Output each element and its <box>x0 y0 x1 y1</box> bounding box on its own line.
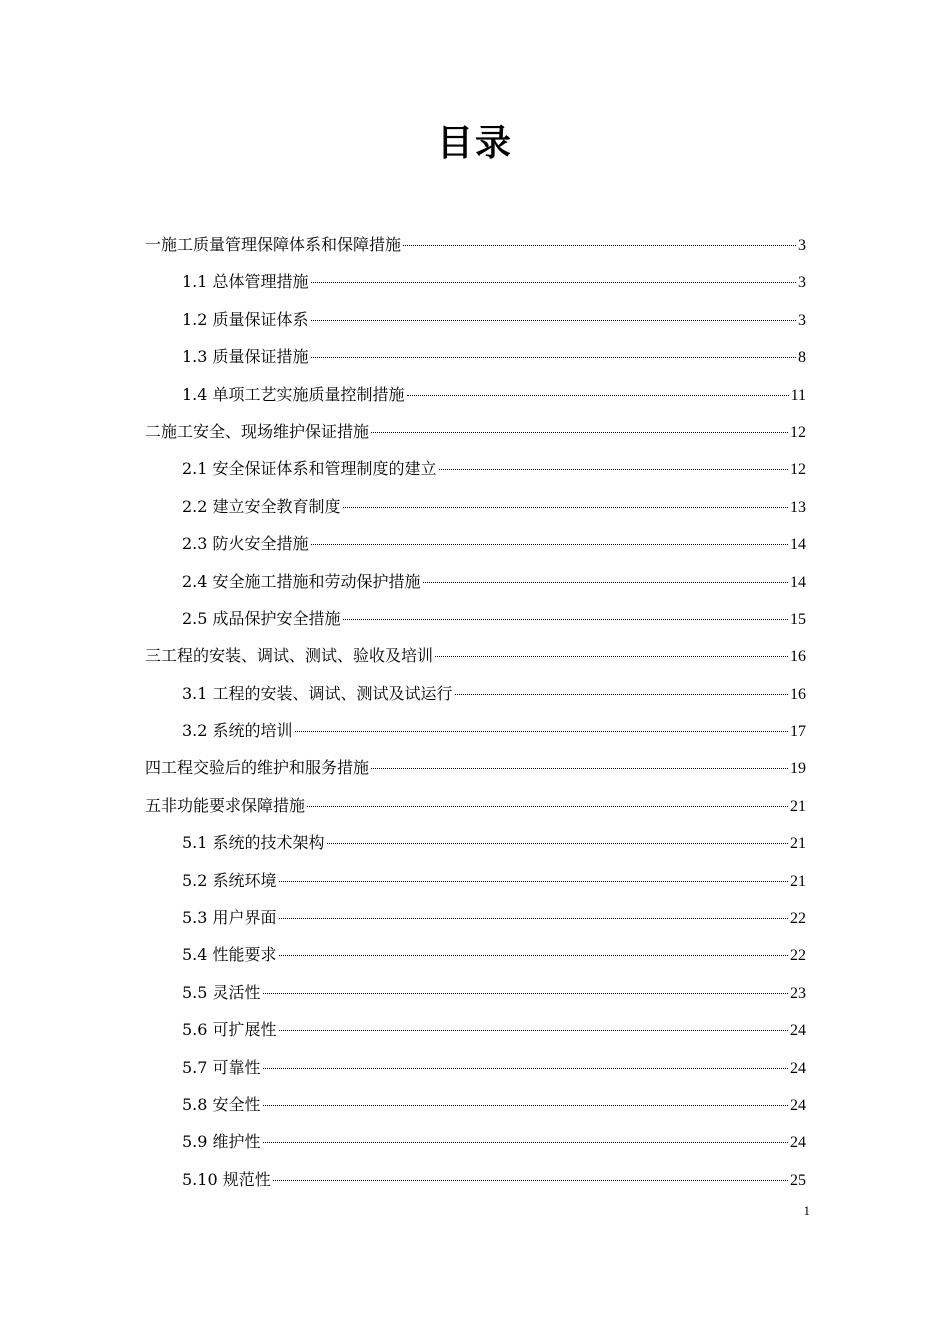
toc-dot-leader <box>263 1068 788 1069</box>
toc-entry-text: 2.1 安全保证体系和管理制度的建立 <box>182 459 437 479</box>
toc-entry-page: 23 <box>790 984 806 1002</box>
toc-entry[interactable] <box>145 263 806 300</box>
toc-dot-leader <box>311 282 796 283</box>
toc-dot-leader <box>439 469 788 470</box>
toc-entry[interactable] <box>145 712 806 749</box>
toc-dot-leader <box>311 320 796 321</box>
toc-entry[interactable] <box>145 862 806 899</box>
toc-entry-page: 16 <box>790 685 806 703</box>
toc-dot-leader <box>307 806 788 807</box>
toc-entry[interactable] <box>145 787 806 824</box>
toc-entry[interactable] <box>145 488 806 525</box>
toc-entry[interactable] <box>145 974 806 1011</box>
toc-entry-page: 22 <box>790 910 806 928</box>
toc-entry[interactable] <box>145 824 806 861</box>
toc-entry-text: 2.2 建立安全教育制度 <box>182 496 341 516</box>
toc-dot-leader <box>435 656 788 657</box>
toc-entry-text: 5.5 灵活性 <box>182 982 261 1002</box>
toc-entry-text: 四工程交验后的维护和服务措施 <box>145 758 370 778</box>
toc-entry-text: 2.4 安全施工措施和劳动保护措施 <box>182 571 421 591</box>
toc-dot-leader <box>273 1180 788 1181</box>
toc-dot-leader <box>263 993 788 994</box>
toc-dot-leader <box>279 1030 788 1031</box>
toc-entry-text: 5.2 系统环境 <box>182 870 277 890</box>
toc-entry[interactable] <box>145 675 806 712</box>
toc-entry-text: 五非功能要求保障措施 <box>145 795 306 815</box>
toc-entry-page: 24 <box>790 1096 806 1114</box>
toc-dot-leader <box>279 881 788 882</box>
toc-entry-text: 5.3 用户界面 <box>182 908 277 928</box>
toc-entry-text: 5.8 安全性 <box>182 1094 261 1114</box>
toc-entry-page: 13 <box>790 498 806 516</box>
toc-entry-page: 14 <box>790 573 806 591</box>
table-of-contents <box>145 226 806 1198</box>
toc-entry[interactable] <box>145 1049 806 1086</box>
toc-dot-leader <box>263 1142 788 1143</box>
toc-entry-text: 2.5 成品保护安全措施 <box>182 608 341 628</box>
toc-entry-page: 19 <box>790 760 806 778</box>
toc-entry-text: 1.1 总体管理措施 <box>182 272 309 292</box>
page-number: 1 <box>803 1203 810 1218</box>
toc-entry-page: 3 <box>798 311 806 329</box>
toc-dot-leader <box>371 768 788 769</box>
toc-entry-text: 5.4 性能要求 <box>182 945 277 965</box>
toc-entry[interactable] <box>145 226 806 263</box>
toc-entry[interactable] <box>145 413 806 450</box>
toc-dot-leader <box>455 694 788 695</box>
toc-dot-leader <box>279 955 788 956</box>
toc-entry[interactable] <box>145 899 806 936</box>
toc-entry-page: 24 <box>790 1134 806 1152</box>
toc-entry-page: 12 <box>790 423 806 441</box>
toc-entry-page: 21 <box>790 797 806 815</box>
toc-dot-leader <box>403 245 796 246</box>
toc-entry[interactable] <box>145 749 806 786</box>
toc-entry-text: 1.2 质量保证体系 <box>182 309 309 329</box>
toc-entry-page: 11 <box>790 386 806 404</box>
toc-dot-leader <box>343 507 788 508</box>
toc-entry[interactable] <box>145 600 806 637</box>
toc-entry-page: 16 <box>790 648 806 666</box>
toc-dot-leader <box>311 357 796 358</box>
toc-entry-page: 8 <box>798 349 806 367</box>
toc-entry-page: 24 <box>790 1022 806 1040</box>
toc-entry-text: 5.9 维护性 <box>182 1132 261 1152</box>
toc-entry[interactable] <box>145 1086 806 1123</box>
toc-dot-leader <box>295 731 788 732</box>
toc-entry[interactable] <box>145 637 806 674</box>
toc-dot-leader <box>343 619 788 620</box>
toc-entry-text: 三工程的安装、调试、测试、验收及培训 <box>145 646 434 666</box>
toc-dot-leader <box>407 395 789 396</box>
toc-entry-page: 25 <box>790 1171 806 1189</box>
toc-entry-text: 3.1 工程的安装、调试、测试及试运行 <box>182 683 453 703</box>
toc-entry-text: 5.10 规范性 <box>182 1169 271 1189</box>
toc-dot-leader <box>327 843 788 844</box>
toc-entry[interactable] <box>145 301 806 338</box>
toc-entry[interactable] <box>145 338 806 375</box>
toc-entry[interactable] <box>145 376 806 413</box>
toc-entry-text: 5.7 可靠性 <box>182 1057 261 1077</box>
toc-dot-leader <box>423 582 788 583</box>
toc-entry[interactable] <box>145 1123 806 1160</box>
toc-entry[interactable] <box>145 1161 806 1198</box>
toc-entry-text: 5.6 可扩展性 <box>182 1020 277 1040</box>
toc-entry-text: 二施工安全、现场维护保证措施 <box>145 421 370 441</box>
toc-entry-page: 3 <box>798 237 806 254</box>
toc-entry-page: 3 <box>798 274 806 292</box>
toc-entry[interactable] <box>145 563 806 600</box>
toc-dot-leader <box>263 1105 788 1106</box>
toc-entry[interactable] <box>145 936 806 973</box>
page-title: 目录 <box>436 123 513 164</box>
toc-entry-page: 24 <box>790 1059 806 1077</box>
toc-entry-text: 1.3 质量保证措施 <box>182 347 309 367</box>
toc-entry-text: 5.1 系统的技术架构 <box>182 833 325 853</box>
toc-entry-page: 15 <box>790 610 806 628</box>
toc-entry-page: 21 <box>790 835 806 853</box>
toc-entry-page: 21 <box>790 872 806 890</box>
toc-entry-page: 12 <box>790 461 806 479</box>
toc-entry[interactable] <box>145 1011 806 1048</box>
toc-dot-leader <box>279 918 788 919</box>
toc-entry-page: 22 <box>790 947 806 965</box>
toc-entry[interactable] <box>145 450 806 487</box>
toc-entry-text: 一施工质量管理保障体系和保障措施 <box>145 235 402 254</box>
toc-dot-leader <box>311 544 788 545</box>
toc-entry-text: 2.3 防火安全措施 <box>182 534 309 554</box>
toc-entry[interactable] <box>145 525 806 562</box>
toc-dot-leader <box>371 432 788 433</box>
toc-entry-page: 17 <box>790 723 806 741</box>
toc-entry-page: 14 <box>790 536 806 554</box>
toc-entry-text: 1.4 单项工艺实施质量控制措施 <box>182 384 405 404</box>
toc-entry-text: 3.2 系统的培训 <box>182 721 293 741</box>
